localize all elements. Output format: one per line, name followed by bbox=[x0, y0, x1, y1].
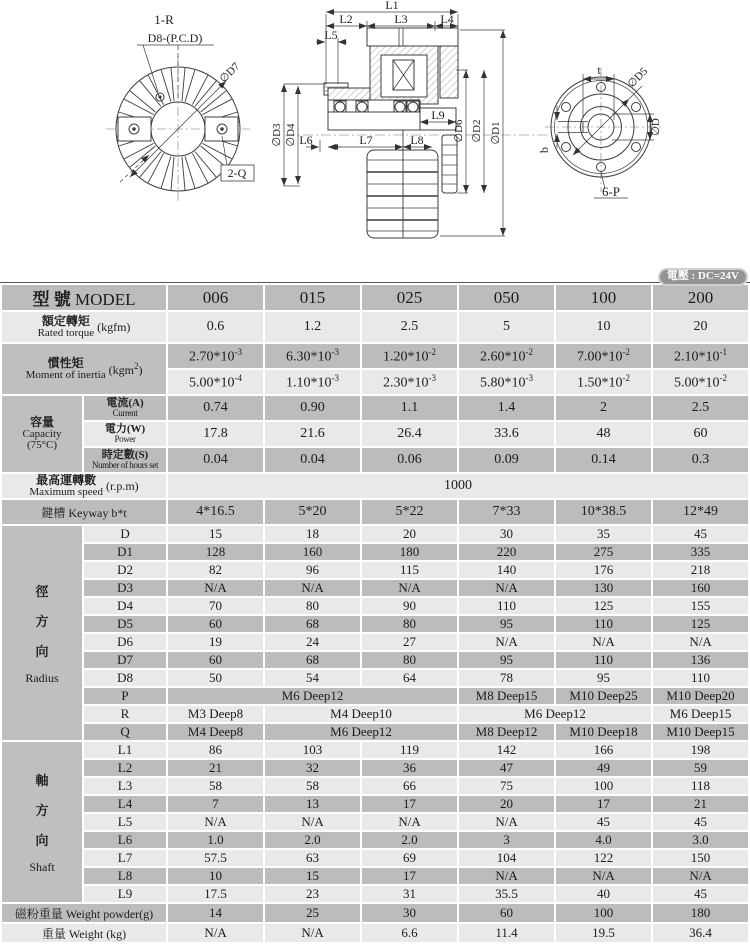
spec-cell: $7.00*10^{-2}$ bbox=[556, 344, 651, 368]
row-label: R bbox=[84, 706, 166, 722]
spec-cell: N/A bbox=[168, 580, 263, 596]
dim-label-l8: L8 bbox=[410, 133, 424, 147]
spec-cell: 15 bbox=[265, 868, 360, 884]
dim-label-t: t bbox=[597, 63, 601, 77]
spec-cell: 13 bbox=[265, 796, 360, 812]
row-label: L1 bbox=[84, 742, 166, 758]
spec-cell: 0.6 bbox=[168, 312, 263, 342]
spec-cell: N/A bbox=[265, 814, 360, 830]
spec-cell: 17 bbox=[362, 868, 457, 884]
spec-cell: 35 bbox=[556, 526, 651, 542]
dim-label-d4: ∅D4 bbox=[285, 123, 297, 147]
dim-label-d: ∅D bbox=[650, 118, 662, 136]
dim-label-l6: L6 bbox=[299, 133, 313, 147]
table-row-p bbox=[2, 688, 748, 704]
spec-cell: N/A bbox=[653, 634, 748, 650]
spec-cell: 36 bbox=[362, 760, 457, 776]
spec-cell: 15 bbox=[168, 526, 263, 542]
table-row-l4 bbox=[2, 796, 748, 812]
spec-cell: 30 bbox=[459, 526, 554, 542]
spec-cell: M10 Deep20 bbox=[653, 688, 748, 704]
spec-cell: 82 bbox=[168, 562, 263, 578]
spec-cell: 80 bbox=[362, 616, 457, 632]
spec-cell: 118 bbox=[653, 778, 748, 794]
spec-cell: 20 bbox=[362, 526, 457, 542]
spec-cell: 2.0 bbox=[265, 832, 360, 848]
spec-cell: 10 bbox=[556, 312, 651, 342]
spec-cell: 100 bbox=[556, 904, 651, 922]
spec-cell: 49 bbox=[556, 760, 651, 776]
front-view-drawing bbox=[106, 12, 254, 202]
row-label: L4 bbox=[84, 796, 166, 812]
spec-cell: 166 bbox=[556, 742, 651, 758]
spec-cell: N/A bbox=[459, 634, 554, 650]
row-label: L7 bbox=[84, 850, 166, 866]
spec-cell: 1.0 bbox=[168, 832, 263, 848]
row-label-inertia: 慣性矩 Moment of inertia (kgm$^2$) bbox=[2, 344, 166, 394]
spec-cell: 110 bbox=[556, 652, 651, 668]
spec-cell: 78 bbox=[459, 670, 554, 686]
spec-cell: 335 bbox=[653, 544, 748, 560]
spec-cell: 10 bbox=[168, 868, 263, 884]
dim-label-l9: L9 bbox=[431, 108, 445, 122]
dim-label-l7: L7 bbox=[359, 133, 373, 147]
row-label: 重量 Weight (kg) bbox=[2, 924, 166, 942]
model-cell: 100 bbox=[556, 285, 651, 310]
spec-cell: N/A bbox=[168, 814, 263, 830]
row-label: P bbox=[84, 688, 166, 704]
spec-cell: 7 bbox=[168, 796, 263, 812]
spec-cell: 70 bbox=[168, 598, 263, 614]
spec-cell: 59 bbox=[653, 760, 748, 776]
table-row-keyway bbox=[2, 500, 748, 524]
table-row-d5 bbox=[2, 616, 748, 632]
table-row-l2 bbox=[2, 760, 748, 776]
spec-cell: $5.00*10^{-4}$ bbox=[168, 370, 263, 394]
spec-cell: 110 bbox=[459, 598, 554, 614]
spec-cell: 1.2 bbox=[265, 312, 360, 342]
row-label: L9 bbox=[84, 886, 166, 902]
spec-cell: 110 bbox=[556, 616, 651, 632]
spec-cell: 5 bbox=[459, 312, 554, 342]
spec-cell: 136 bbox=[653, 652, 748, 668]
model-cell: 050 bbox=[459, 285, 554, 310]
spec-cell: 1.1 bbox=[362, 396, 457, 420]
spec-cell: 140 bbox=[459, 562, 554, 578]
row-label: 磁粉重量 Weight powder(g) bbox=[2, 904, 166, 922]
dim-label-l3: L3 bbox=[394, 12, 408, 26]
dim-label-d1: ∅D1 bbox=[490, 121, 502, 145]
spec-cell: $1.20*10^{-2}$ bbox=[362, 344, 457, 368]
row-label: 最高運轉數 Maximum speed (r.p.m) bbox=[2, 474, 166, 498]
spec-cell: 110 bbox=[653, 670, 748, 686]
spec-cell: $2.10*10^{-1}$ bbox=[653, 344, 748, 368]
spec-cell: 130 bbox=[556, 580, 651, 596]
spec-cell: M3 Deep8 bbox=[168, 706, 263, 722]
spec-cell: M6 Deep15 bbox=[653, 706, 748, 722]
spec-cell: $2.60*10^{-2}$ bbox=[459, 344, 554, 368]
spec-cell: $1.10*10^{-3}$ bbox=[265, 370, 360, 394]
model-cell: 015 bbox=[265, 285, 360, 310]
spec-cell: 20 bbox=[653, 312, 748, 342]
spec-cell-speed: 1000 bbox=[168, 474, 748, 498]
spec-cell: 2.5 bbox=[362, 312, 457, 342]
front-label-pcd: D8-(P.C.D) bbox=[147, 31, 203, 45]
table-row-d3 bbox=[2, 580, 748, 596]
table-row-l6 bbox=[2, 832, 748, 848]
table-row-l7 bbox=[2, 850, 748, 866]
spec-cell: 47 bbox=[459, 760, 554, 776]
spec-cell: 0.04 bbox=[265, 448, 360, 472]
spec-cell: M6 Deep12 bbox=[168, 688, 457, 704]
table-row-speed bbox=[2, 474, 748, 498]
spec-cell: 11.4 bbox=[459, 924, 554, 942]
spec-cell: M4 Deep10 bbox=[265, 706, 457, 722]
spec-cell: M8 Deep12 bbox=[459, 724, 554, 740]
row-label: D6 bbox=[84, 634, 166, 650]
dim-label-l2: L2 bbox=[339, 12, 353, 26]
table-row-d6 bbox=[2, 634, 748, 650]
spec-cell: 26.4 bbox=[362, 422, 457, 446]
dim-label-b: b bbox=[537, 147, 551, 153]
spec-cell: 5*20 bbox=[265, 500, 360, 524]
table-row-torque bbox=[2, 312, 748, 342]
table-row-d7 bbox=[2, 652, 748, 668]
row-sublabel: 電流(A) Current bbox=[84, 396, 166, 420]
row-label: 鍵槽 Keyway b*t bbox=[2, 500, 166, 524]
spec-cell: 198 bbox=[653, 742, 748, 758]
table-row-inertia-1 bbox=[2, 344, 748, 368]
table-row-l9 bbox=[2, 886, 748, 902]
spec-cell: N/A bbox=[556, 634, 651, 650]
spec-cell: 0.06 bbox=[362, 448, 457, 472]
model-cell: 200 bbox=[653, 285, 748, 310]
front-label-2q: 2-Q bbox=[227, 166, 247, 180]
spec-cell: 142 bbox=[459, 742, 554, 758]
spec-cell: $6.30*10^{-3}$ bbox=[265, 344, 360, 368]
spec-cell: 5*22 bbox=[362, 500, 457, 524]
spec-cell: 75 bbox=[459, 778, 554, 794]
spec-cell: 23 bbox=[265, 886, 360, 902]
spec-cell: M6 Deep12 bbox=[459, 706, 651, 722]
spec-cell: 58 bbox=[265, 778, 360, 794]
spec-cell: N/A bbox=[653, 868, 748, 884]
spec-cell: 0.90 bbox=[265, 396, 360, 420]
spec-cell: 17.8 bbox=[168, 422, 263, 446]
spec-cell: $2.70*10^{-3}$ bbox=[168, 344, 263, 368]
row-label: D bbox=[84, 526, 166, 542]
spec-cell: 103 bbox=[265, 742, 360, 758]
row-label: L2 bbox=[84, 760, 166, 776]
spec-cell: 36.4 bbox=[653, 924, 748, 942]
spec-cell: 45 bbox=[556, 814, 651, 830]
spec-cell: 155 bbox=[653, 598, 748, 614]
table-row-d4 bbox=[2, 598, 748, 614]
spec-cell: 96 bbox=[265, 562, 360, 578]
spec-cell: 19.5 bbox=[556, 924, 651, 942]
row-label: 額定轉矩 Rated torque (kgfm) bbox=[2, 312, 166, 342]
table-row-model bbox=[2, 285, 748, 310]
spec-cell: 69 bbox=[362, 850, 457, 866]
spec-cell: 14 bbox=[168, 904, 263, 922]
spec-cell: 21 bbox=[653, 796, 748, 812]
table-row-weight bbox=[2, 924, 748, 942]
spec-cell: 160 bbox=[265, 544, 360, 560]
end-view-drawing bbox=[537, 63, 663, 199]
table-row-d1 bbox=[2, 544, 748, 560]
row-label: L8 bbox=[84, 868, 166, 884]
spec-cell: 180 bbox=[653, 904, 748, 922]
spec-cell: M10 Deep15 bbox=[653, 724, 748, 740]
model-cell: 025 bbox=[362, 285, 457, 310]
spec-cell: 0.74 bbox=[168, 396, 263, 420]
spec-cell: 1.4 bbox=[459, 396, 554, 420]
spec-cell: 18 bbox=[265, 526, 360, 542]
spec-cell: N/A bbox=[556, 868, 651, 884]
model-row-label: 型 號 MODEL bbox=[2, 285, 166, 310]
table-row-power bbox=[2, 422, 748, 446]
table-row-r bbox=[2, 706, 748, 722]
spec-cell: 3.0 bbox=[653, 832, 748, 848]
spec-cell: 7*33 bbox=[459, 500, 554, 524]
spec-cell: 35.5 bbox=[459, 886, 554, 902]
front-label-d7: ∅D7 bbox=[217, 60, 243, 86]
table-row-d8 bbox=[2, 670, 748, 686]
spec-cell: 54 bbox=[265, 670, 360, 686]
spec-cell: 58 bbox=[168, 778, 263, 794]
spec-cell: $1.50*10^{-2}$ bbox=[556, 370, 651, 394]
spec-cell: 60 bbox=[459, 904, 554, 922]
spec-cell: 104 bbox=[459, 850, 554, 866]
row-label: D2 bbox=[84, 562, 166, 578]
spec-cell: 57.5 bbox=[168, 850, 263, 866]
row-label: D8 bbox=[84, 670, 166, 686]
spec-cell: 2.0 bbox=[362, 832, 457, 848]
spec-cell: 21 bbox=[168, 760, 263, 776]
spec-cell: 3 bbox=[459, 832, 554, 848]
row-sublabel: 時定數(S) Number of hours set bbox=[84, 448, 166, 472]
spec-cell: 160 bbox=[653, 580, 748, 596]
spec-cell: 80 bbox=[362, 652, 457, 668]
spec-cell: M4 Deep8 bbox=[168, 724, 263, 740]
spec-cell: 63 bbox=[265, 850, 360, 866]
spec-cell: 40 bbox=[556, 886, 651, 902]
row-label: D3 bbox=[84, 580, 166, 596]
dim-label-l5: L5 bbox=[324, 28, 338, 42]
row-label: D1 bbox=[84, 544, 166, 560]
spec-cell: 60 bbox=[168, 652, 263, 668]
spec-cell: 17 bbox=[362, 796, 457, 812]
row-label: D5 bbox=[84, 616, 166, 632]
end-label-6p: 6-P bbox=[601, 184, 621, 199]
row-label-capacity: 容量 Capacity (75°C) bbox=[2, 396, 82, 472]
spec-cell: 25 bbox=[265, 904, 360, 922]
spec-cell: 115 bbox=[362, 562, 457, 578]
spec-cell: N/A bbox=[265, 924, 360, 942]
spec-cell: 50 bbox=[168, 670, 263, 686]
dim-label-d2: ∅D2 bbox=[471, 119, 483, 143]
spec-cell: 2 bbox=[556, 396, 651, 420]
spec-cell: 0.09 bbox=[459, 448, 554, 472]
spec-cell: 95 bbox=[459, 652, 554, 668]
dim-label-l1: L1 bbox=[385, 0, 399, 12]
table-row-hours bbox=[2, 448, 748, 472]
spec-cell: 95 bbox=[556, 670, 651, 686]
spec-cell: 150 bbox=[653, 850, 748, 866]
spec-cell: 180 bbox=[362, 544, 457, 560]
spec-cell: $2.30*10^{-3}$ bbox=[362, 370, 457, 394]
spec-cell: 125 bbox=[653, 616, 748, 632]
spec-cell: 45 bbox=[653, 886, 748, 902]
row-label: D4 bbox=[84, 598, 166, 614]
table-row-q bbox=[2, 724, 748, 740]
model-cell: 006 bbox=[168, 285, 263, 310]
spec-cell: 122 bbox=[556, 850, 651, 866]
spec-cell: 20 bbox=[459, 796, 554, 812]
spec-cell: 6.6 bbox=[362, 924, 457, 942]
spec-cell: 45 bbox=[653, 526, 748, 542]
section-label-radius: 徑 方 向 Radius bbox=[2, 526, 82, 740]
spec-cell: 24 bbox=[265, 634, 360, 650]
spec-cell: N/A bbox=[362, 580, 457, 596]
section-view-drawing bbox=[271, 0, 548, 238]
table-row-d bbox=[2, 526, 748, 542]
spec-cell: 86 bbox=[168, 742, 263, 758]
table-row-powder bbox=[2, 904, 748, 922]
spec-cell: 30 bbox=[362, 904, 457, 922]
spec-cell: 32 bbox=[265, 760, 360, 776]
table-row-d2 bbox=[2, 562, 748, 578]
spec-cell: 48 bbox=[556, 422, 651, 446]
spec-cell: $5.00*10^{-2}$ bbox=[653, 370, 748, 394]
spec-cell: M6 Deep12 bbox=[265, 724, 457, 740]
row-label: L3 bbox=[84, 778, 166, 794]
spec-cell: 0.04 bbox=[168, 448, 263, 472]
spec-cell: 0.3 bbox=[653, 448, 748, 472]
spec-cell: N/A bbox=[265, 580, 360, 596]
spec-cell: 4.0 bbox=[556, 832, 651, 848]
table-row-l5 bbox=[2, 814, 748, 830]
spec-cell: 60 bbox=[653, 422, 748, 446]
spec-cell: N/A bbox=[362, 814, 457, 830]
spec-table bbox=[0, 282, 750, 944]
spec-cell: 119 bbox=[362, 742, 457, 758]
spec-cell: 275 bbox=[556, 544, 651, 560]
spec-cell: 10*38.5 bbox=[556, 500, 651, 524]
spec-cell: 31 bbox=[362, 886, 457, 902]
spec-cell: 2.5 bbox=[653, 396, 748, 420]
spec-cell: $5.80*10^{-3}$ bbox=[459, 370, 554, 394]
spec-cell: 21.6 bbox=[265, 422, 360, 446]
row-label: D7 bbox=[84, 652, 166, 668]
spec-cell: 66 bbox=[362, 778, 457, 794]
spec-cell: 27 bbox=[362, 634, 457, 650]
spec-cell: N/A bbox=[459, 868, 554, 884]
spec-cell: 218 bbox=[653, 562, 748, 578]
spec-cell: 95 bbox=[459, 616, 554, 632]
table-row-l1 bbox=[2, 742, 748, 758]
dim-label-d5: ∅D5 bbox=[625, 65, 651, 91]
spec-cell: 90 bbox=[362, 598, 457, 614]
dim-label-d6: ∅D6 bbox=[453, 119, 465, 143]
table-row-l3 bbox=[2, 778, 748, 794]
spec-cell: 33.6 bbox=[459, 422, 554, 446]
row-label: L6 bbox=[84, 832, 166, 848]
table-row-current bbox=[2, 396, 748, 420]
spec-cell: 80 bbox=[265, 598, 360, 614]
table-row-l8 bbox=[2, 868, 748, 884]
spec-cell: M10 Deep18 bbox=[556, 724, 651, 740]
spec-cell: N/A bbox=[459, 580, 554, 596]
technical-drawings bbox=[0, 0, 750, 280]
row-sublabel: 電力(W) Power bbox=[84, 422, 166, 446]
spec-cell: 45 bbox=[653, 814, 748, 830]
front-label-1r: 1-R bbox=[154, 12, 174, 27]
spec-cell: 19 bbox=[168, 634, 263, 650]
spec-cell: 17 bbox=[556, 796, 651, 812]
row-label: Q bbox=[84, 724, 166, 740]
spec-cell: 60 bbox=[168, 616, 263, 632]
spec-cell: 68 bbox=[265, 616, 360, 632]
spec-cell: 125 bbox=[556, 598, 651, 614]
spec-cell: 64 bbox=[362, 670, 457, 686]
spec-cell: 0.14 bbox=[556, 448, 651, 472]
section-label-shaft: 軸 方 向 Shaft bbox=[2, 742, 82, 902]
voltage-badge: 電壓 : DC=24V bbox=[658, 268, 748, 286]
spec-cell: 4*16.5 bbox=[168, 500, 263, 524]
spec-cell: 176 bbox=[556, 562, 651, 578]
row-label: L5 bbox=[84, 814, 166, 830]
spec-cell: N/A bbox=[459, 814, 554, 830]
spec-cell: M10 Deep25 bbox=[556, 688, 651, 704]
spec-cell: 128 bbox=[168, 544, 263, 560]
spec-cell: 68 bbox=[265, 652, 360, 668]
spec-cell: M8 Deep15 bbox=[459, 688, 554, 704]
spec-cell: N/A bbox=[168, 924, 263, 942]
spec-cell: 100 bbox=[556, 778, 651, 794]
spec-cell: 17.5 bbox=[168, 886, 263, 902]
dim-label-d3: ∅D3 bbox=[271, 123, 283, 147]
spec-cell: 12*49 bbox=[653, 500, 748, 524]
spec-cell: 220 bbox=[459, 544, 554, 560]
dim-label-l4: L4 bbox=[440, 12, 454, 26]
